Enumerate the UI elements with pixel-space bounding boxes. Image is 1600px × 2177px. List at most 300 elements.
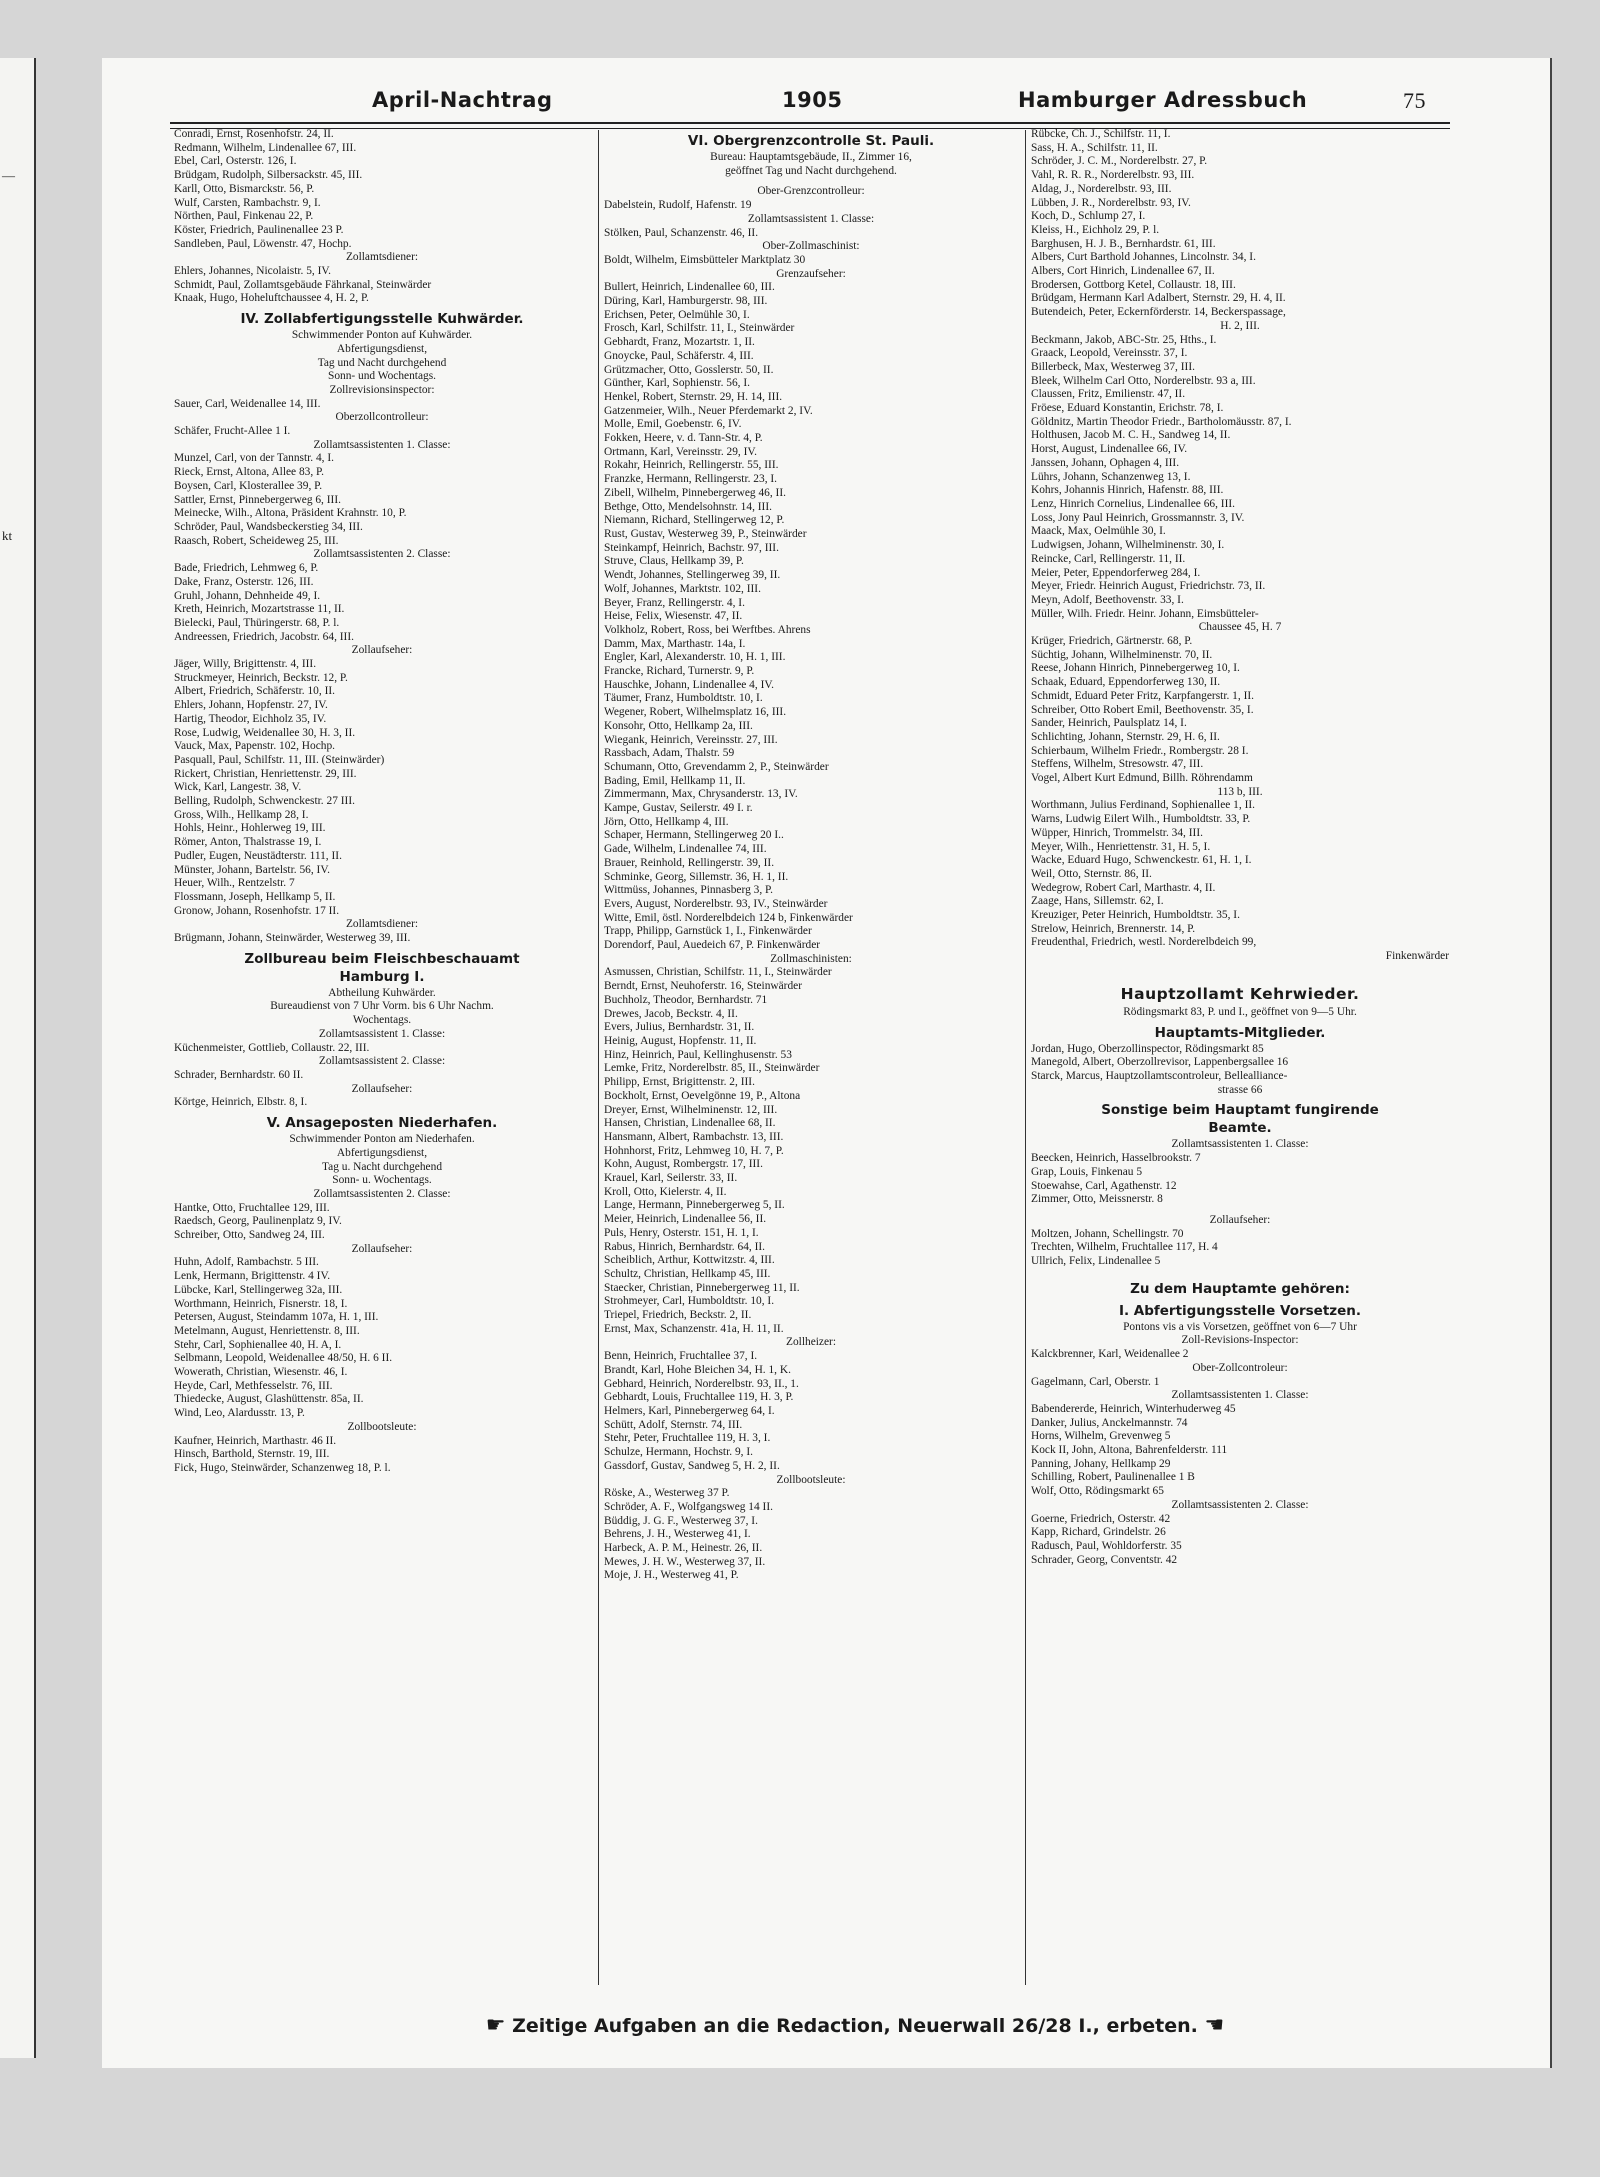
rank-heading: Zollbootsleute: — [347, 1420, 417, 1433]
directory-entry: Lübben, J. R., Norderelbstr. 93, IV. — [1031, 196, 1191, 209]
spacer — [604, 178, 1018, 185]
directory-entry: Panning, Johany, Hellkamp 29 — [1031, 1457, 1171, 1470]
previous-page-edge — [0, 58, 36, 2058]
directory-entry: Bleek, Wilhelm Carl Otto, Norderelbstr. 93 a, III. — [1031, 374, 1256, 387]
directory-entry: Hinz, Heinrich, Paul, Kellinghusenstr. 53 — [604, 1048, 792, 1061]
rank-heading: Zollaufseher: — [351, 644, 413, 657]
rank-heading: H. 2, III. — [1220, 319, 1260, 332]
directory-entry: Stölken, Paul, Schanzenstr. 46, II. — [604, 226, 759, 239]
directory-entry: Gruhl, Johann, Dehnheide 49, I. — [174, 589, 321, 602]
directory-entry: Radusch, Paul, Wohldorferstr. 35 — [1031, 1539, 1182, 1552]
directory-entry: Nörthen, Paul, Finkenau 22, P. — [174, 210, 314, 223]
section-heading: Beamte. — [1208, 1120, 1272, 1137]
directory-entry: Brandt, Karl, Hohe Bleichen 34, H. 1, K. — [604, 1363, 791, 1376]
directory-entry: Brüdgam, Hermann Karl Adalbert, Sternstr. 29, H. 4, II. — [1031, 292, 1286, 305]
directory-entry: Stehr, Peter, Fruchtallee 119, H. 3, I. — [604, 1432, 771, 1445]
directory-entry: Gagelmann, Carl, Oberstr. 1 — [1031, 1375, 1160, 1388]
directory-entry: Ehlers, Johann, Hopfenstr. 27, IV. — [174, 699, 328, 712]
directory-entry: Boldt, Wilhelm, Eimsbütteler Marktplatz 30 — [604, 253, 806, 266]
directory-entry: Evers, Julius, Bernhardstr. 31, II. — [604, 1021, 755, 1034]
directory-entry: Lemke, Fritz, Norderelbstr. 85, II., Steinwärder — [604, 1062, 820, 1075]
directory-entry: Benn, Heinrich, Fruchtallee 37, I. — [604, 1350, 758, 1363]
directory-entry: Wendt, Johannes, Stellingerweg 39, II. — [604, 569, 781, 582]
directory-entry: Brauer, Reinhold, Rellingerstr. 39, II. — [604, 856, 775, 869]
directory-entry: Jäger, Willy, Brigittenstr. 4, III. — [174, 658, 317, 671]
page-number: 75 — [1403, 88, 1426, 113]
directory-entry: Ebel, Carl, Osterstr. 126, I. — [174, 155, 297, 168]
directory-entry: Hansmann, Albert, Rambachstr. 13, III. — [604, 1130, 784, 1143]
directory-entry: Rassbach, Adam, Thalstr. 59 — [604, 747, 735, 760]
directory-entry: Franzke, Hermann, Rellingerstr. 23, I. — [604, 473, 778, 486]
directory-entry: Rickert, Christian, Henriettenstr. 29, III. — [174, 767, 357, 780]
directory-entry: Lübcke, Karl, Stellingerweg 32a, III. — [174, 1283, 343, 1296]
directory-entry: Dabelstein, Rudolf, Hafenstr. 19 — [604, 199, 752, 212]
directory-entry: Bade, Friedrich, Lehmweg 6, P. — [174, 562, 319, 575]
directory-entry: Wittmüss, Johannes, Pinnasberg 3, P. — [604, 884, 773, 897]
pointing-hand-icon: ☛ — [485, 2013, 506, 2038]
directory-entry: Körtge, Heinrich, Elbstr. 8, I. — [174, 1096, 308, 1109]
directory-entry: Conradi, Ernst, Rosenhofstr. 24, II. — [174, 128, 334, 140]
rank-heading: Oberzollcontrolleur: — [335, 411, 429, 424]
directory-entry: Schumann, Otto, Grevendamm 2, P., Steinwärder — [604, 760, 829, 773]
directory-entry: Schröder, Paul, Wandsbeckerstieg 34, III. — [174, 520, 363, 533]
directory-entry: Struckmeyer, Heinrich, Beckstr. 12, P. — [174, 671, 348, 684]
directory-entry: Schierbaum, Wilhelm Friedr., Rombergstr. 28 I. — [1031, 744, 1249, 757]
directory-entry: Rose, Ludwig, Weidenallee 30, H. 3, II. — [174, 726, 356, 739]
directory-entry: Harbeck, A. P. M., Heinestr. 26, II. — [604, 1542, 763, 1555]
rank-heading: Zollamtsassistent 2. Classe: — [318, 1055, 446, 1068]
directory-entry: Wegener, Robert, Wilhelmsplatz 16, III. — [604, 706, 787, 719]
directory-entry: Schreiber, Otto Robert Emil, Beethovenstr. 35, I. — [1031, 703, 1254, 716]
directory-entry: Steffens, Wilhelm, Stresowstr. 47, III. — [1031, 758, 1204, 771]
directory-entry: Andreessen, Friedrich, Jacobstr. 64, III. — [174, 630, 354, 643]
directory-entry: Albers, Cort Hinrich, Lindenallee 67, II. — [1031, 265, 1215, 278]
directory-entry: Heise, Felix, Wiesenstr. 47, II. — [604, 610, 743, 623]
directory-entry: Moltzen, Johann, Schellingstr. 70 — [1031, 1227, 1184, 1240]
directory-entry: Kalckbrenner, Karl, Weidenallee 2 — [1031, 1348, 1189, 1361]
directory-entry: Wiegank, Heinrich, Vereinsstr. 27, III. — [604, 733, 778, 746]
directory-entry: Schultz, Christian, Hellkamp 45, III. — [604, 1267, 771, 1280]
directory-entry: Schröder, J. C. M., Norderelbstr. 27, P. — [1031, 155, 1208, 168]
directory-entry: Bockholt, Ernst, Oevelgönne 19, P., Altona — [604, 1089, 801, 1102]
rank-heading: 113 b, III. — [1217, 785, 1263, 798]
rank-heading: Ober-Zollcontroleur: — [1192, 1361, 1288, 1374]
section-heading: V. Ansageposten Niederhafen. — [266, 1115, 498, 1132]
directory-entry: Strohmeyer, Carl, Humboldtstr. 10, I. — [604, 1295, 775, 1308]
directory-entry: Beecken, Heinrich, Hasselbrookstr. 7 — [1031, 1152, 1201, 1165]
directory-entry: Babendererde, Heinrich, Winterhuderweg 45 — [1031, 1402, 1236, 1415]
directory-entry: Schaper, Hermann, Stellingerweg 20 I.. — [604, 829, 784, 842]
rank-heading: Zollamtsdiener: — [345, 251, 419, 264]
directory-entry: Zimmer, Otto, Meissnerstr. 8 — [1031, 1193, 1163, 1206]
directory-entry: Schreiber, Otto, Sandweg 24, III. — [174, 1229, 325, 1242]
header-supplement: April-Nachtrag — [372, 88, 553, 112]
rank-heading: Zollamtsassistenten 2. Classe: — [313, 548, 451, 561]
directory-entry: Frosch, Karl, Schilfstr. 11, I., Steinwärder — [604, 322, 795, 335]
directory-entry: Heyde, Carl, Methfesselstr. 76, III. — [174, 1379, 333, 1392]
rank-heading: Ober-Grenzcontrolleur: — [757, 185, 865, 198]
directory-entry: Albert, Friedrich, Schäferstr. 10, II. — [174, 685, 336, 698]
rank-heading: Tag u. Nacht durchgehend — [321, 1160, 443, 1173]
directory-entry: Molle, Emil, Goebenstr. 6, IV. — [604, 418, 742, 431]
directory-entry: Hauschke, Johann, Lindenallee 4, IV. — [604, 678, 774, 691]
directory-entry: Erichsen, Peter, Oelmühle 30, I. — [604, 308, 750, 321]
directory-entry: Wedegrow, Robert Carl, Marthastr. 4, II. — [1031, 881, 1216, 894]
rank-heading: Sonn- u. Wochentags. — [332, 1174, 432, 1187]
directory-entry: Konsohr, Otto, Hellkamp 2a, III. — [604, 719, 753, 732]
directory-entry: Horst, August, Lindenallee 66, IV. — [1031, 443, 1188, 456]
column-right — [1031, 128, 1449, 1567]
section-heading: Hamburg I. — [339, 968, 425, 985]
directory-entry: Manegold, Albert, Oberzollrevisor, Lappenbergsallee 16 — [1031, 1056, 1289, 1069]
rank-heading: Zollaufseher: — [351, 1242, 413, 1255]
section-heading: Zollbureau beim Fleischbeschauamt — [244, 950, 520, 967]
directory-entry: Lenz, Hinrich Cornelius, Lindenallee 66, III. — [1031, 497, 1236, 510]
directory-entry: Koch, D., Schlump 27, I. — [1031, 210, 1146, 223]
rank-heading: Zollamtsassistent 1. Classe: — [747, 212, 875, 225]
directory-entry: Barghusen, H. J. B., Bernhardstr. 61, III. — [1031, 237, 1216, 250]
directory-entry: Zibell, Wilhelm, Pinnebergerweg 46, II. — [604, 486, 786, 499]
directory-entry: Ortmann, Karl, Vereinsstr. 29, IV. — [604, 445, 758, 458]
directory-entry: Gade, Wilhelm, Lindenallee 74, III. — [604, 843, 767, 856]
directory-entry: Schäfer, Frucht-Allee 1 I. — [174, 425, 291, 438]
directory-entry: Raedsch, Georg, Paulinenplatz 9, IV. — [174, 1215, 342, 1228]
directory-entry: Schrader, Georg, Conventstr. 42 — [1031, 1553, 1178, 1566]
directory-entry: Brüdgam, Rudolph, Silbersackstr. 45, III. — [174, 169, 363, 182]
rank-heading: Zoll-Revisions-Inspector: — [1181, 1334, 1299, 1347]
rank-heading: Zollmaschinisten: — [770, 952, 852, 965]
directory-entry: Holthusen, Jacob M. C. H., Sandweg 14, II. — [1031, 429, 1231, 442]
directory-entry: Thiedecke, August, Glashüttenstr. 85a, II. — [174, 1393, 364, 1406]
directory-entry: Kreth, Heinrich, Mozartstrasse 11, II. — [174, 603, 345, 616]
directory-entry: Brodersen, Gottborg Ketel, Collaustr. 18, III. — [1031, 278, 1236, 291]
rank-heading: Abfertigungsdienst, — [336, 1146, 428, 1159]
directory-entry: Starck, Marcus, Hauptzollamtscontroleur, Bellealliance- — [1031, 1070, 1288, 1082]
directory-entry: Stoewahse, Carl, Agathenstr. 12 — [1031, 1179, 1177, 1192]
directory-entry: Mewes, J. H. W., Westerweg 37, II. — [604, 1555, 766, 1568]
directory-entry: Jörn, Otto, Hellkamp 4, III. — [604, 815, 729, 828]
directory-entry: Wowerath, Christian, Wiesenstr. 46, I. — [174, 1366, 348, 1379]
directory-entry: Huhn, Adolf, Rambachstr. 5 III. — [174, 1256, 319, 1269]
directory-entry: Schilling, Robert, Paulinenallee 1 B — [1031, 1471, 1195, 1484]
directory-entry: Gassdorf, Gustav, Sandweg 5, H. 2, II. — [604, 1459, 780, 1472]
section-heading: I. Abfertigungsstelle Vorsetzen. — [1118, 1302, 1362, 1319]
rank-heading: Abtheilung Kuhwärder. — [328, 986, 436, 999]
spacer — [1031, 971, 1449, 978]
rank-heading: Wochentags. — [352, 1014, 412, 1027]
column-left — [174, 128, 590, 1476]
directory-entry: Schütt, Adolf, Sternstr. 74, III. — [604, 1418, 743, 1431]
directory-entry: Schröder, A. F., Wolfgangsweg 14 II. — [604, 1500, 773, 1513]
directory-entry: Maack, Max, Oelmühle 30, I. — [1031, 525, 1166, 538]
directory-entry: Meier, Peter, Eppendorferweg 284, I. — [1031, 566, 1201, 579]
rank-heading: Zollaufseher: — [351, 1082, 413, 1095]
section-heading: Zu dem Hauptamte gehören: — [1130, 1280, 1350, 1297]
directory-entry: Karll, Otto, Bismarckstr. 56, P. — [174, 182, 315, 195]
margin-mark: kt — [2, 528, 13, 543]
directory-entry: Danker, Julius, Anckelmannstr. 74 — [1031, 1416, 1188, 1429]
directory-entry: Rieck, Ernst, Altona, Allee 83, P. — [174, 466, 324, 479]
directory-entry: Gnoycke, Paul, Schäferstr. 4, III. — [604, 349, 754, 362]
directory-entry: Dake, Franz, Osterstr. 126, III. — [174, 575, 314, 588]
directory-entry: Süchtig, Johann, Wilhelminenstr. 70, II. — [1031, 648, 1213, 661]
directory-entry: Beckmann, Jakob, ABC-Str. 25, Hths., I. — [1031, 333, 1217, 346]
directory-entry: Freudenthal, Friedrich, westl. Norderelbdeich 99, — [1031, 936, 1257, 949]
directory-entry: Belling, Rudolph, Schwenckestr. 27 III. — [174, 795, 355, 808]
directory-entry: Büddig, J. G. F., Westerweg 37, I. — [604, 1514, 758, 1527]
directory-entry: Billerbeck, Max, Westerweg 37, III. — [1031, 360, 1195, 373]
directory-entry: Boysen, Carl, Klosterallee 39, P. — [174, 479, 323, 492]
header-title: Hamburger Adressbuch — [1018, 88, 1308, 112]
directory-entry: Kapp, Richard, Grindelstr. 26 — [1031, 1526, 1166, 1539]
rank-heading: Zollamtsassistent 1. Classe: — [318, 1027, 446, 1040]
directory-entry: Grap, Louis, Finkenau 5 — [1031, 1165, 1143, 1178]
directory-entry: Römer, Anton, Thalstrasse 19, I. — [174, 836, 322, 849]
rank-heading: Abfertigungsdienst, — [336, 342, 428, 355]
directory-entry: Worthmann, Julius Ferdinand, Sophienallee 1, II. — [1031, 799, 1256, 812]
directory-entry: Röske, A., Westerweg 37 P. — [604, 1487, 730, 1500]
directory-entry: Weil, Otto, Sternstr. 86, II. — [1031, 867, 1152, 880]
directory-entry: Goerne, Friedrich, Osterstr. 42 — [1031, 1512, 1171, 1525]
rank-heading: strasse 66 — [1217, 1083, 1263, 1096]
directory-entry: Krüger, Friedrich, Gärtnerstr. 68, P. — [1031, 635, 1193, 648]
directory-entry: Meyer, Wilh., Henriettenstr. 31, H. 5, I. — [1031, 840, 1211, 853]
directory-entry: Puls, Henry, Osterstr. 151, H. 1, I. — [604, 1226, 759, 1239]
footer-text: Zeitige Aufgaben an die Redaction, Neuerwall 26/28 I., erbeten. — [512, 2015, 1198, 2037]
spacer — [1031, 1269, 1449, 1276]
directory-entry: Evers, August, Norderelbstr. 93, IV., Steinwärder — [604, 897, 828, 910]
directory-entry: Schmidt, Paul, Zollamtsgebäude Fährkanal, Steinwärder — [174, 278, 432, 291]
directory-entry: Düring, Karl, Hamburgerstr. 98, III. — [604, 295, 768, 308]
rank-heading: Schwimmender Ponton auf Kuhwärder. — [291, 329, 473, 342]
directory-entry: Janssen, Johann, Ophagen 4, III. — [1031, 456, 1180, 469]
directory-entry: Wacke, Eduard Hugo, Schwenckestr. 61, H. 1, I. — [1031, 854, 1252, 867]
directory-entry: Sauer, Carl, Weidenallee 14, III. — [174, 397, 321, 410]
rank-heading: Zollamtsdiener: — [345, 918, 419, 931]
directory-entry: Witte, Emil, östl. Norderelbdeich 124 b, Finkenwärder — [604, 911, 853, 924]
directory-entry: Damm, Max, Marthastr. 14a, I. — [604, 637, 746, 650]
directory-entry: Horns, Wilhelm, Grevenweg 5 — [1031, 1430, 1171, 1443]
directory-entry: Claussen, Fritz, Emilienstr. 47, II. — [1031, 388, 1186, 401]
directory-entry: Hartig, Theodor, Eichholz 35, IV. — [174, 712, 327, 725]
office-heading: Hauptzollamt Kehrwieder. — [1120, 984, 1360, 1003]
directory-entry: Butendeich, Peter, Eckernförderstr. 14, Beckerspassage, — [1031, 306, 1286, 319]
column-divider — [598, 130, 599, 1985]
directory-entry: Reincke, Carl, Rellingerstr. 11, II. — [1031, 552, 1186, 565]
directory-entry: Niemann, Richard, Stellingerweg 12, P. — [604, 514, 785, 527]
directory-entry: Kampe, Gustav, Seilerstr. 49 I. r. — [604, 802, 753, 815]
directory-entry: Raasch, Robert, Scheideweg 25, III. — [174, 534, 339, 547]
directory-entry: Albers, Curt Barthold Johannes, Lincolnstr. 34, I. — [1031, 251, 1256, 264]
directory-entry: Wind, Leo, Alardusstr. 13, P. — [174, 1407, 305, 1420]
directory-entry: Gatzenmeier, Wilh., Neuer Pferdemarkt 2, IV. — [604, 404, 813, 417]
directory-entry: Grützmacher, Otto, Gosslerstr. 50, II. — [604, 363, 774, 376]
directory-entry: Rabus, Hinrich, Bernhardstr. 64, II. — [604, 1240, 766, 1253]
directory-entry: Rokahr, Heinrich, Rellingerstr. 55, III. — [604, 459, 779, 472]
directory-entry: Triepel, Friedrich, Beckstr. 2, II. — [604, 1309, 752, 1322]
directory-entry: Kreuziger, Peter Heinrich, Humboldtstr. 35, I. — [1031, 909, 1240, 922]
directory-entry: Petersen, August, Steindamm 107a, H. 1, III. — [174, 1311, 379, 1324]
section-heading: Hauptamts-Mitglieder. — [1154, 1024, 1326, 1041]
directory-entry: Brügmann, Johann, Steinwärder, Westerweg 39, III. — [174, 932, 411, 945]
directory-entry: Sandleben, Paul, Löwenstr. 47, Hochp. — [174, 237, 352, 250]
directory-entry: Vauck, Max, Papenstr. 102, Hochp. — [174, 740, 336, 753]
directory-entry: Worthmann, Heinrich, Fisnerstr. 18, I. — [174, 1297, 348, 1310]
directory-entry: Schmidt, Eduard Peter Fritz, Karpfangerstr. 1, II. — [1031, 689, 1255, 702]
directory-entry: Bading, Emil, Hellkamp 11, II. — [604, 774, 746, 787]
spacer — [1031, 964, 1449, 971]
directory-entry: Gronow, Johann, Rosenhofstr. 17 II. — [174, 904, 340, 917]
directory-entry: Zaage, Hans, Sillemstr. 62, I. — [1031, 895, 1164, 908]
directory-entry: Warns, Ludwig Eilert Wilh., Humboldtstr. 33, P. — [1031, 813, 1251, 826]
directory-entry: Stehr, Carl, Sophienallee 40, H. A, I. — [174, 1338, 342, 1351]
directory-entry: Graack, Leopold, Vereinsstr. 37, I. — [1031, 347, 1188, 360]
rank-heading: Grenzaufseher: — [776, 267, 846, 280]
directory-entry: Schulze, Hermann, Hochstr. 9, I. — [604, 1446, 753, 1459]
directory-entry: Vogel, Albert Kurt Edmund, Billh. Röhrendamm — [1031, 772, 1253, 785]
rank-heading: Schwimmender Ponton am Niederhafen. — [289, 1133, 475, 1146]
directory-entry: Pasquall, Paul, Schilfstr. 11, III. (Steinwärder) — [174, 753, 385, 766]
rank-heading: Zollamtsassistenten 2. Classe: — [1171, 1498, 1309, 1511]
directory-entry: Munzel, Carl, von der Tannstr. 4, I. — [174, 452, 335, 465]
directory-entry: Kroll, Otto, Kielerstr. 4, II. — [604, 1185, 727, 1198]
rank-heading: Bureaudienst von 7 Uhr Vorm. bis 6 Uhr Nachm. — [270, 1000, 494, 1013]
directory-entry: Bullert, Heinrich, Lindenallee 60, III. — [604, 281, 775, 294]
directory-entry: Köster, Friedrich, Paulinenallee 23 P. — [174, 223, 344, 236]
directory-entry: Kohrs, Johannis Hinrich, Hafenstr. 88, III. — [1031, 484, 1224, 497]
column-middle — [604, 128, 1018, 1583]
directory-entry: Bielecki, Paul, Thüringerstr. 68, P. l. — [174, 616, 340, 629]
directory-entry: Jordan, Hugo, Oberzollinspector, Rödingsmarkt 85 — [1031, 1042, 1264, 1055]
directory-entry: Staecker, Christian, Pinnebergerweg 11, II. — [604, 1281, 800, 1294]
directory-entry: Gebhardt, Franz, Mozartstr. 1, II. — [604, 336, 755, 349]
directory-entry: Schlichting, Johann, Sternstr. 29, H. 6, II. — [1031, 730, 1220, 743]
directory-entry: Trechten, Wilhelm, Fruchtallee 117, H. 4 — [1031, 1241, 1218, 1254]
directory-entry: Wulf, Carsten, Rambachstr. 9, I. — [174, 196, 321, 209]
directory-entry: Müller, Wilh. Friedr. Heinr. Johann, Eimsbütteler- — [1031, 607, 1259, 620]
directory-entry: Gebhard, Heinrich, Norderelbstr. 93, II., 1. — [604, 1377, 799, 1390]
directory-entry: Dreyer, Ernst, Wilhelminenstr. 12, III. — [604, 1103, 778, 1116]
pointing-hand-icon: ☚ — [1204, 2013, 1225, 2038]
directory-entry: Günther, Karl, Sophienstr. 56, I. — [604, 377, 751, 390]
directory-entry: Trapp, Philipp, Garnstück 1, I., Finkenwärder — [604, 925, 812, 938]
directory-entry: Rust, Gustav, Westerweg 39, P., Steinwärder — [604, 527, 807, 540]
directory-entry: Engler, Karl, Alexanderstr. 10, H. 1, III. — [604, 651, 786, 664]
directory-entry: Steinkampf, Heinrich, Bachstr. 97, III. — [604, 541, 779, 554]
directory-entry: Struve, Claus, Hellkamp 39, P. — [604, 555, 744, 568]
directory-entry: Reese, Johann Hinrich, Pinnebergerweg 10, I. — [1031, 662, 1240, 675]
directory-entry: Redmann, Wilhelm, Lindenallee 67, III. — [174, 141, 357, 154]
section-heading: Sonstige beim Hauptamt fungirende — [1101, 1102, 1379, 1119]
directory-entry: Ludwigsen, Johann, Wilhelminenstr. 30, I. — [1031, 539, 1225, 552]
rank-heading: Zollrevisionsinspector: — [329, 383, 435, 396]
directory-entry: Schaak, Eduard, Eppendorferweg 130, II. — [1031, 676, 1221, 689]
directory-entry: Wolf, Otto, Rödingsmarkt 65 — [1031, 1485, 1164, 1498]
directory-entry: Heinig, August, Hopfenstr. 11, II. — [604, 1035, 757, 1047]
column-divider — [1025, 130, 1026, 1985]
directory-entry: Göldnitz, Martin Theodor Friedr., Bartholomäusstr. 87, I. — [1031, 415, 1292, 428]
directory-entry: Zimmermann, Max, Chrysanderstr. 13, IV. — [604, 788, 798, 801]
directory-entry: Flossmann, Joseph, Hellkamp 5, II. — [174, 890, 336, 903]
directory-entry: Aldag, J., Norderelbstr. 93, III. — [1031, 182, 1172, 195]
directory-entry: Heuer, Wilh., Rentzelstr. 7 — [174, 877, 295, 890]
directory-entry: Hohls, Heinr., Hohlerweg 19, III. — [174, 822, 326, 835]
directory-entry: Fick, Hugo, Steinwärder, Schanzenweg 18, P. l. — [174, 1461, 391, 1474]
rank-heading: geöffnet Tag und Nacht durchgehend. — [725, 164, 897, 177]
rank-heading: Zollheizer: — [786, 1336, 836, 1349]
directory-entry: Meyn, Adolf, Beethovenstr. 33, I. — [1031, 593, 1184, 606]
directory-entry: Behrens, J. H., Westerweg 41, I. — [604, 1528, 751, 1541]
rank-heading: Zollamtsassistenten 1. Classe: — [1171, 1138, 1309, 1151]
rank-heading: Zollaufseher: — [1209, 1213, 1271, 1226]
margin-mark: — — [2, 168, 15, 183]
directory-entry: Ehlers, Johannes, Nicolaistr. 5, IV. — [174, 265, 332, 278]
directory-entry: Schminke, Georg, Sillemstr. 36, H. 1, II. — [604, 870, 789, 883]
directory-entry: Lührs, Johann, Schanzenweg 13, I. — [1031, 470, 1191, 483]
rank-heading: Sonn- und Wochentags. — [327, 370, 437, 383]
directory-entry: Sander, Heinrich, Paulsplatz 14, I. — [1031, 717, 1187, 730]
directory-entry: Dorendorf, Paul, Auedeich 67, P. Finkenwärder — [604, 939, 821, 952]
directory-entry: Ullrich, Felix, Lindenallee 5 — [1031, 1255, 1161, 1268]
directory-entry: Helmers, Karl, Pinnebergerweg 64, I. — [604, 1404, 775, 1417]
directory-entry: Asmussen, Christian, Schilfstr. 11, I., Steinwärder — [604, 966, 832, 979]
rank-heading: Zollamtsassistenten 2. Classe: — [313, 1187, 451, 1200]
directory-entry: Gebhardt, Louis, Fruchtallee 119, H. 3, P. — [604, 1391, 794, 1404]
directory-entry: Sattler, Ernst, Pinnebergerweg 6, III. — [174, 493, 341, 506]
rank-heading: Bureau: Hauptamtsgebäude, II., Zimmer 16, — [710, 151, 912, 163]
directory-entry: Henkel, Robert, Sternstr. 29, H. 14, III. — [604, 390, 783, 403]
directory-entry: Wüpper, Hinrich, Trommelstr. 34, III. — [1031, 826, 1203, 839]
directory-entry: Volkholz, Robert, Ross, bei Werftbes. Ahrens — [604, 623, 811, 636]
directory-entry: Meyer, Friedr. Heinrich August, Friedrichstr. 73, II. — [1031, 580, 1266, 593]
rank-heading: Pontons vis a vis Vorsetzen, geöffnet von 6—7 Uhr — [1123, 1320, 1357, 1333]
rank-heading: Zollamtsassistenten 1. Classe: — [1171, 1389, 1309, 1402]
rank-heading: Zollbootsleute: — [776, 1473, 846, 1486]
directory-entry: Vahl, R. R. R., Norderelbstr. 93, III. — [1031, 169, 1195, 182]
directory-entry: Knaak, Hugo, Hoheluftchaussee 4, H. 2, P. — [174, 292, 369, 305]
directory-entry: Strelow, Heinrich, Brennerstr. 14, P. — [1031, 922, 1196, 935]
directory-entry: Krauel, Karl, Seilerstr. 33, II. — [604, 1172, 738, 1185]
directory-entry: Meier, Heinrich, Lindenallee 56, II. — [604, 1213, 767, 1226]
directory-entry: Kaufner, Heinrich, Marthastr. 46 II. — [174, 1434, 337, 1447]
directory-entry: Hantke, Otto, Fruchtallee 129, III. — [174, 1201, 330, 1214]
directory-entry: Scheiblich, Arthur, Kottwitzstr. 4, III. — [604, 1254, 775, 1267]
directory-entry: Ernst, Max, Schanzenstr. 41a, H. 11, II. — [604, 1322, 784, 1335]
directory-entry: Münster, Johann, Bartelstr. 56, IV. — [174, 863, 330, 876]
directory-entry: Täumer, Franz, Humboldtstr. 10, I. — [604, 692, 763, 705]
directory-entry: Fokken, Heere, v. d. Tann-Str. 4, P. — [604, 432, 763, 445]
directory-entry: Lenk, Hermann, Brigittenstr. 4 IV. — [174, 1270, 331, 1283]
directory-entry: Wick, Karl, Langestr. 38, V. — [174, 781, 302, 794]
directory-entry: Drewes, Jacob, Beckstr. 4, II. — [604, 1007, 738, 1020]
directory-entry: Wolf, Johannes, Marktstr. 102, III. — [604, 582, 761, 595]
directory-entry: Bethge, Otto, Mendelsohnstr. 14, III. — [604, 500, 772, 513]
directory-entry: Beyer, Franz, Rellingerstr. 4, I. — [604, 596, 745, 609]
rank-heading: Ober-Zollmaschinist: — [762, 240, 860, 253]
directory-entry: Lange, Hermann, Pinnebergerweg 5, II. — [604, 1199, 785, 1212]
directory-entry: Pudler, Eugen, Neustädterstr. 111, II. — [174, 849, 342, 862]
directory-entry: Rübcke, Ch. J., Schilfstr. 11, I. — [1031, 128, 1171, 140]
directory-entry: Hohnhorst, Fritz, Lehmweg 10, H. 7, P. — [604, 1144, 784, 1157]
directory-entry: Küchenmeister, Gottlieb, Collaustr. 22, III. — [174, 1041, 370, 1054]
directory-entry: Hinsch, Barthold, Sternstr. 19, III. — [174, 1448, 330, 1461]
rank-heading: Chaussee 45, H. 7 — [1198, 621, 1282, 634]
section-heading: VI. Obergrenzcontrolle St. Pauli. — [687, 133, 935, 149]
entry-continuation: Finkenwärder — [1385, 950, 1449, 963]
rank-heading: Rödingsmarkt 83, P. und I., geöffnet von 9—5 Uhr. — [1123, 1005, 1357, 1018]
directory-entry: Kohn, August, Rombergstr. 17, III. — [604, 1158, 763, 1171]
spacer — [1031, 1207, 1449, 1214]
